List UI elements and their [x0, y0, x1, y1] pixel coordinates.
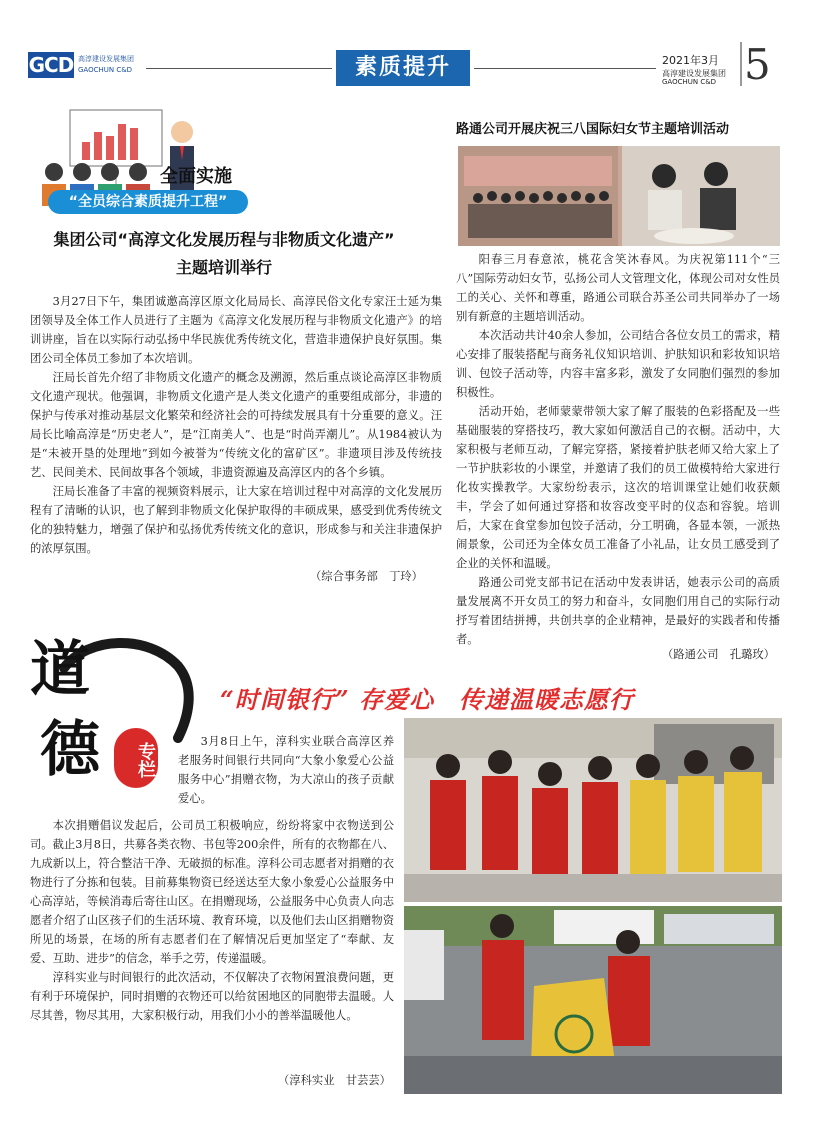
- donation-bag-photo: [404, 906, 782, 1094]
- section-tag: 素质提升: [336, 50, 470, 86]
- header-group-cn: 高淳建设发展集团: [662, 69, 726, 78]
- article3-paragraph: 3月8日上午，淳科实业联合高淳区养老服务时间银行共同向“大象小象爱心公益服务中心”捐赠衣物，为大凉山的孩子贡献爱心。: [178, 735, 394, 805]
- article3-byline: （淳科实业 甘芸芸）: [278, 1074, 391, 1087]
- article1-byline: （综合事务部 丁玲）: [310, 570, 423, 583]
- article2-title: 路通公司开展庆祝三八国际妇女节主题培训活动: [456, 122, 730, 137]
- moral-char-de: 德: [40, 715, 100, 785]
- article3-body: [30, 816, 394, 1025]
- article1-title: [24, 226, 424, 282]
- feature-ribbon: “全员综合素质提升工程”: [48, 190, 248, 214]
- feature-headline: 全面实施: [160, 166, 232, 187]
- article1-paragraph: 3月27日下午，集团诚邀高淳区原文化局局长、高淳民俗文化专家汪士延为集团领导及全体工作人员进行了主题为《高淳文化发展历程与非物质文化遗产》的培训讲座，旨在以实际行动弘扬中华民族优秀传统文化，营造非遗保护良好氛围。集团公司全体员工参加了本次培训。: [30, 295, 442, 365]
- header-rule-left: [146, 68, 332, 69]
- logo-company-cn: 高淳建设发展集团: [78, 55, 134, 63]
- article2-paragraph: 阳春三月春意浓，桃花含笑沐春风。为庆祝第111个“三八”国际劳动妇女节，弘扬公司人文管理文化，体现公司对女性员工的关心、关怀和尊重，路通公司联合苏圣公司共同举办了一场别有新意的主题培训活动。: [456, 253, 780, 323]
- moral-article-title: “时间银行” 存爱心 传递温暖志愿行: [220, 685, 634, 714]
- article3-paragraph: 淳科实业与时间银行的此次活动，不仅解决了衣物闲置浪费问题，更有利于环境保护，同时捐赠的衣物还可以给贫困地区的同胞带去温暖。人尽其善，物尽其用，大家积极行动，用我们小小的善举温暖他人。: [30, 971, 394, 1022]
- volunteers-group-photo: [404, 718, 782, 902]
- page-number-bar: [740, 42, 742, 86]
- page-number: 5: [744, 40, 771, 89]
- article1-paragraph: 汪局长准备了丰富的视频资料展示，让大家在培训过程中对高淳的文化发展历程有了清晰的认识，也了解到非物质文化保护取得的丰硕成果，感受到优秀传统文化的独特魅力，增强了保护和弘扬优秀传统文化的意识，形成参与和关注非遗保护的浓厚氛围。: [30, 485, 442, 555]
- article1-title-line1: 集团公司“高淳文化发展历程与非物质文化遗产”: [53, 230, 395, 249]
- issue-date: 2021年3月: [662, 54, 719, 67]
- article1-title-line2: 主题培训举行: [175, 258, 272, 277]
- article2-photo: [458, 146, 780, 246]
- article2-paragraph: 本次活动共计40余人参加，公司结合各位女员工的需求，精心安排了服装搭配与商务礼仪知识培训、护肤知识和彩妆知识培训、包饺子活动等，内容丰富多彩，激发了女同胞们强烈的参加积极性。: [456, 329, 780, 399]
- header-rule-right: [474, 68, 656, 69]
- article3-intro: [178, 732, 394, 808]
- logo-company-en: GAOCHUN C&D: [78, 66, 133, 74]
- article2-body: [456, 250, 780, 649]
- article2-paragraph: 活动开始，老师蒙蒙带领大家了解了服装的色彩搭配及一些基础服装的穿搭技巧，教大家如何激活自己的衣橱。活动中，大家积极与老师互动，了解完穿搭，紧接着护肤老师又给大家上了一节护肤彩妆的小课堂，并邀请了我们的员工做模特给大家进行化妆实操教学。大家纷纷表示，这次的培训课堂让她们收获颇丰，学会了如何通过穿搭和妆容改变平时的仪态和容貌。培训后，大家在食堂参加包饺子活动，分工明确，各显本领，一派热闹景象，公司还为全体女员工准备了小礼品，让女员工感受到了企业的关怀和温暖。: [456, 405, 780, 570]
- article3-paragraph: 本次捐赠倡议发起后，公司员工积极响应，纷纷将家中衣物送到公司。截止3月8日，共募各类衣物、书包等200余件，所有的衣物都在八、九成新以上，符合整洁干净、无破损的标准。淳科公司志愿者对捐赠的衣物进行了分拣和包装。目前募集物资已经送达至大象小象爱心公益服务中心高淳站，等候消毒后寄往山区。在捐赠现场，公益服务中心负责人向志愿者介绍了山区孩子们的生活环境、教育环境，以及他们去山区捐赠物资所见的场景，在场的所有志愿者们在了解情况后更加坚定了“奉献、友爱、互助、进步”的信念，举手之劳，传递温暖。: [30, 819, 394, 965]
- article2-paragraph: 路通公司党支部书记在活动中发表讲话，她表示公司的高质量发展离不开女员工的努力和奋斗，女同胞们用自己的实际行动抒写着团结拼搏，共创共享的企业精神，是最好的实践者和传播者。: [456, 576, 780, 646]
- article1-body: [30, 292, 442, 558]
- logo-mark: GCD: [28, 53, 74, 77]
- moral-char-dao: 道: [30, 635, 90, 705]
- article2-byline: （路通公司 孔璐玫）: [662, 648, 775, 661]
- article1-paragraph: 汪局长首先介绍了非物质文化遗产的概念及溯源，然后重点谈论高淳区非物质文化遗产现状。他强调，非物质文化遗产是人类文化遗产的重要组成部分，非遗的保护与传承对推动基层文化繁荣和经济社会的可持续发展具有十分重要的意义。汪局长比喻高淳是“历史老人”，是“江南美人”、也是“时尚弄潮儿”。从1984被认为是“未被开垦的处理地”到如今被誉为“传统文化的富矿区”。非遗项目涉及传统技艺、民间美术、民间故事各个领域，非遗资源遍及高淳区内的各个乡镇。: [30, 371, 442, 479]
- header-group-en: GAOCHUN C&D: [662, 78, 717, 86]
- moral-column-badge: 专栏: [114, 728, 158, 788]
